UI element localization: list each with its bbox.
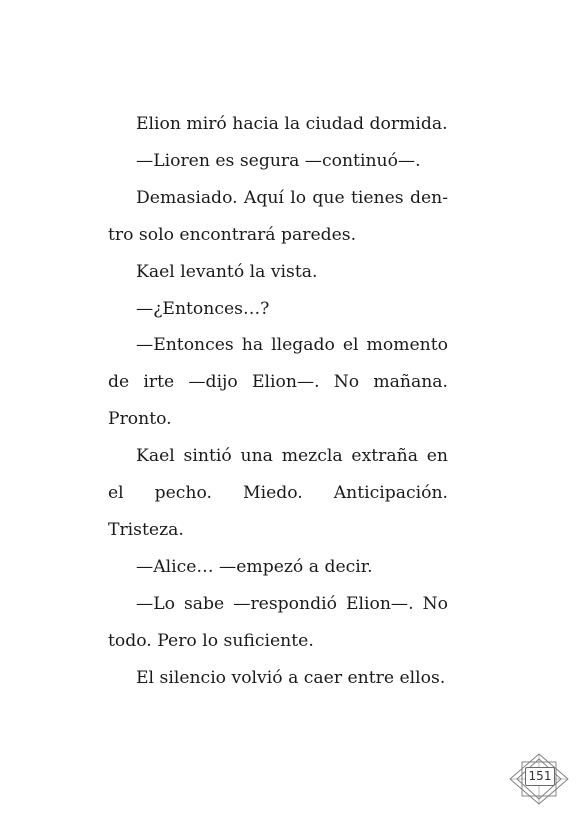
page-number: 151	[525, 767, 555, 786]
paragraph: —Alice… —empezó a decir.	[136, 556, 373, 577]
paragraph: —Lioren es segura —continuó—.	[136, 150, 421, 171]
paragraph: —¿Entonces…?	[136, 298, 270, 319]
paragraph: Elion miró hacia la ciudad dormida.	[136, 114, 448, 134]
paragraph: Demasiado. Aquí lo que tienes dentro solo encontrará paredes.	[108, 187, 448, 245]
paragraph: El silencio volvió a caer entre ellos.	[136, 667, 446, 688]
paragraph: —Entonces ha llegado el momento de irte —dijo Elion—. No mañana. Pronto.	[108, 335, 448, 430]
paragraph: Kael levantó la vista.	[136, 261, 318, 282]
body-text	[108, 106, 448, 697]
paragraph: Kael sintió una mezcla extraña en el pecho. Miedo. Anticipación. Tristeza.	[108, 446, 448, 540]
paragraph: —Lo sabe —respondió Elion—. No todo. Pero lo suficiente.	[108, 593, 448, 651]
